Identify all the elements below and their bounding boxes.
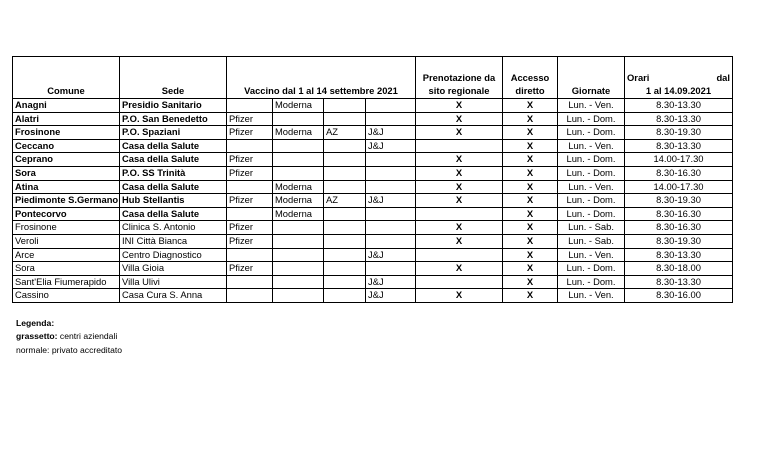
cell-accesso: X (503, 99, 558, 113)
table-row (13, 139, 733, 153)
cell-accesso: X (503, 194, 558, 208)
cell-vaccine-az (324, 289, 366, 303)
cell-vaccine-moderna (273, 248, 324, 262)
cell-comune: Arce (13, 248, 120, 262)
cell-comune: Sora (13, 166, 120, 180)
cell-orari: 14.00-17.30 (625, 180, 733, 194)
cell-vaccine-moderna: Moderna (273, 194, 324, 208)
cell-vaccine-pfizer: Pfizer (227, 194, 273, 208)
cell-vaccine-az: AZ (324, 126, 366, 140)
table-row (13, 275, 733, 289)
cell-prenotazione: X (416, 166, 503, 180)
cell-vaccine-jj (366, 221, 416, 235)
cell-giornate: Lun. - Ven. (558, 248, 625, 262)
header-prenotazione: Prenotazione da sito regionale (416, 57, 503, 99)
cell-sede: Casa della Salute (120, 139, 227, 153)
cell-prenotazione (416, 139, 503, 153)
cell-sede: Casa della Salute (120, 153, 227, 167)
cell-prenotazione: X (416, 289, 503, 303)
cell-sede: Clinica S. Antonio (120, 221, 227, 235)
header-comune: Comune (13, 57, 120, 99)
table-row (13, 234, 733, 248)
cell-vaccine-moderna: Moderna (273, 126, 324, 140)
cell-orari: 8.30-19.30 (625, 126, 733, 140)
cell-prenotazione: X (416, 234, 503, 248)
cell-vaccine-pfizer (227, 248, 273, 262)
cell-giornate: Lun. - Dom. (558, 207, 625, 221)
cell-vaccine-moderna (273, 275, 324, 289)
cell-giornate: Lun. - Ven. (558, 99, 625, 113)
legend-title: Legenda: (16, 318, 55, 328)
cell-comune: Ceccano (13, 139, 120, 153)
cell-sede: P.O. Spaziani (120, 126, 227, 140)
table-row (13, 112, 733, 126)
cell-orari: 8.30-16.00 (625, 289, 733, 303)
cell-sede: Villa Gioia (120, 262, 227, 276)
cell-orari: 8.30-19.30 (625, 234, 733, 248)
cell-vaccine-az (324, 166, 366, 180)
cell-vaccine-az: AZ (324, 194, 366, 208)
cell-vaccine-pfizer: Pfizer (227, 126, 273, 140)
cell-vaccine-jj (366, 234, 416, 248)
header-accesso: Accesso diretto (503, 57, 558, 99)
cell-vaccine-jj (366, 262, 416, 276)
cell-vaccine-pfizer (227, 275, 273, 289)
cell-sede: Villa Ulivi (120, 275, 227, 289)
cell-comune: Cassino (13, 289, 120, 303)
header-orari-label: Orari (627, 72, 650, 83)
cell-vaccine-pfizer: Pfizer (227, 153, 273, 167)
cell-vaccine-jj (366, 180, 416, 194)
cell-vaccine-az (324, 234, 366, 248)
cell-sede: Casa della Salute (120, 180, 227, 194)
cell-sede: Presidio Sanitario (120, 99, 227, 113)
cell-orari: 8.30-13.30 (625, 275, 733, 289)
cell-giornate: Lun. - Dom. (558, 275, 625, 289)
cell-accesso: X (503, 289, 558, 303)
table-row (13, 166, 733, 180)
cell-vaccine-az (324, 99, 366, 113)
cell-vaccine-pfizer (227, 139, 273, 153)
cell-accesso: X (503, 262, 558, 276)
cell-accesso: X (503, 275, 558, 289)
legend-bold-line (16, 330, 122, 343)
table-row (13, 207, 733, 221)
cell-vaccine-pfizer: Pfizer (227, 221, 273, 235)
cell-vaccine-moderna (273, 289, 324, 303)
cell-giornate: Lun. - Ven. (558, 289, 625, 303)
cell-giornate: Lun. - Dom. (558, 166, 625, 180)
cell-vaccine-az (324, 248, 366, 262)
cell-vaccine-moderna (273, 234, 324, 248)
cell-prenotazione: X (416, 153, 503, 167)
cell-vaccine-pfizer (227, 99, 273, 113)
cell-sede: INI Città Bianca (120, 234, 227, 248)
cell-giornate: Lun. - Dom. (558, 194, 625, 208)
cell-accesso: X (503, 234, 558, 248)
cell-sede: Casa della Salute (120, 207, 227, 221)
table-row (13, 126, 733, 140)
cell-comune: Alatri (13, 112, 120, 126)
cell-vaccine-moderna (273, 153, 324, 167)
cell-vaccine-az (324, 275, 366, 289)
cell-vaccine-az (324, 221, 366, 235)
cell-vaccine-az (324, 180, 366, 194)
cell-vaccine-pfizer (227, 289, 273, 303)
cell-vaccine-pfizer (227, 207, 273, 221)
cell-vaccine-jj (366, 166, 416, 180)
cell-orari: 8.30-13.30 (625, 139, 733, 153)
cell-accesso: X (503, 139, 558, 153)
cell-accesso: X (503, 221, 558, 235)
cell-orari: 8.30-13.30 (625, 99, 733, 113)
cell-vaccine-moderna (273, 221, 324, 235)
cell-accesso: X (503, 126, 558, 140)
cell-prenotazione: X (416, 126, 503, 140)
cell-vaccine-moderna: Moderna (273, 207, 324, 221)
table-row (13, 289, 733, 303)
legend-bold-label: grassetto: (16, 331, 58, 342)
cell-prenotazione: X (416, 262, 503, 276)
cell-sede: P.O. SS Trinità (120, 166, 227, 180)
cell-orari: 8.30-16.30 (625, 221, 733, 235)
cell-orari: 8.30-19.30 (625, 194, 733, 208)
cell-comune: Sant'Elia Fiumerapido (13, 275, 120, 289)
cell-vaccine-az (324, 262, 366, 276)
cell-accesso: X (503, 248, 558, 262)
cell-comune: Veroli (13, 234, 120, 248)
cell-vaccine-jj (366, 153, 416, 167)
cell-vaccine-jj: J&J (366, 126, 416, 140)
vaccination-sites-table (12, 56, 733, 303)
cell-prenotazione (416, 248, 503, 262)
cell-prenotazione: X (416, 112, 503, 126)
cell-accesso: X (503, 153, 558, 167)
cell-sede: Hub Stellantis (120, 194, 227, 208)
cell-vaccine-moderna: Moderna (273, 180, 324, 194)
header-sede: Sede (120, 57, 227, 99)
cell-vaccine-jj (366, 99, 416, 113)
legend-normal-line: normale: privato accreditato (16, 344, 123, 355)
cell-vaccine-jj: J&J (366, 248, 416, 262)
cell-orari: 8.30-18.00 (625, 262, 733, 276)
cell-sede: Casa Cura S. Anna (120, 289, 227, 303)
cell-giornate: Lun. - Dom. (558, 112, 625, 126)
cell-vaccine-pfizer (227, 180, 273, 194)
cell-comune: Sora (13, 262, 120, 276)
cell-prenotazione: X (416, 221, 503, 235)
cell-comune: Piedimonte S.Germano (13, 194, 120, 208)
table-row (13, 262, 733, 276)
cell-giornate: Lun. - Sab. (558, 221, 625, 235)
cell-sede: Centro Diagnostico (120, 248, 227, 262)
cell-comune: Frosinone (13, 126, 120, 140)
cell-prenotazione: X (416, 99, 503, 113)
header-giornate: Giornate (558, 57, 625, 99)
cell-giornate: Lun. - Sab. (558, 234, 625, 248)
cell-vaccine-pfizer: Pfizer (227, 112, 273, 126)
cell-vaccine-jj: J&J (366, 275, 416, 289)
cell-orari: 8.30-13.30 (625, 112, 733, 126)
table-header-row (13, 57, 733, 99)
table-row (13, 248, 733, 262)
cell-vaccine-pfizer: Pfizer (227, 166, 273, 180)
cell-vaccine-az (324, 153, 366, 167)
cell-giornate: Lun. - Dom. (558, 262, 625, 276)
cell-prenotazione (416, 275, 503, 289)
cell-accesso: X (503, 180, 558, 194)
cell-vaccine-moderna: Moderna (273, 99, 324, 113)
cell-vaccine-pfizer: Pfizer (227, 262, 273, 276)
cell-accesso: X (503, 166, 558, 180)
cell-vaccine-moderna (273, 139, 324, 153)
cell-vaccine-moderna (273, 262, 324, 276)
cell-comune: Atina (13, 180, 120, 194)
cell-prenotazione: X (416, 180, 503, 194)
cell-vaccine-az (324, 139, 366, 153)
cell-comune: Ceprano (13, 153, 120, 167)
cell-prenotazione (416, 207, 503, 221)
cell-vaccine-az (324, 112, 366, 126)
legend-bold-text: centri aziendali (57, 331, 118, 342)
cell-orari: 8.30-13.30 (625, 248, 733, 262)
table-row (13, 99, 733, 113)
cell-vaccine-jj: J&J (366, 139, 416, 153)
cell-vaccine-pfizer: Pfizer (227, 234, 273, 248)
legend (16, 317, 122, 357)
cell-comune: Pontecorvo (13, 207, 120, 221)
cell-giornate: Lun. - Ven. (558, 180, 625, 194)
cell-vaccine-jj: J&J (366, 194, 416, 208)
cell-giornate: Lun. - Ven. (558, 139, 625, 153)
header-vaccino: Vaccino dal 1 al 14 settembre 2021 (227, 57, 416, 99)
table-row (13, 194, 733, 208)
cell-vaccine-az (324, 207, 366, 221)
cell-vaccine-jj (366, 112, 416, 126)
header-orari (625, 57, 733, 99)
cell-accesso: X (503, 207, 558, 221)
cell-comune: Anagni (13, 99, 120, 113)
cell-orari: 14.00-17.30 (625, 153, 733, 167)
cell-giornate: Lun. - Dom. (558, 126, 625, 140)
cell-orari: 8.30-16.30 (625, 166, 733, 180)
cell-comune: Frosinone (13, 221, 120, 235)
cell-orari: 8.30-16.30 (625, 207, 733, 221)
cell-accesso: X (503, 112, 558, 126)
cell-sede: P.O. San Benedetto (120, 112, 227, 126)
cell-vaccine-moderna (273, 112, 324, 126)
cell-vaccine-moderna (273, 166, 324, 180)
cell-prenotazione: X (416, 194, 503, 208)
cell-vaccine-jj (366, 207, 416, 221)
cell-giornate: Lun. - Dom. (558, 153, 625, 167)
table-row (13, 153, 733, 167)
header-orari-range: 1 al 14.09.2021 (645, 85, 712, 96)
header-orari-dal: dal (716, 72, 730, 83)
cell-vaccine-jj: J&J (366, 289, 416, 303)
table-row (13, 221, 733, 235)
table-row (13, 180, 733, 194)
